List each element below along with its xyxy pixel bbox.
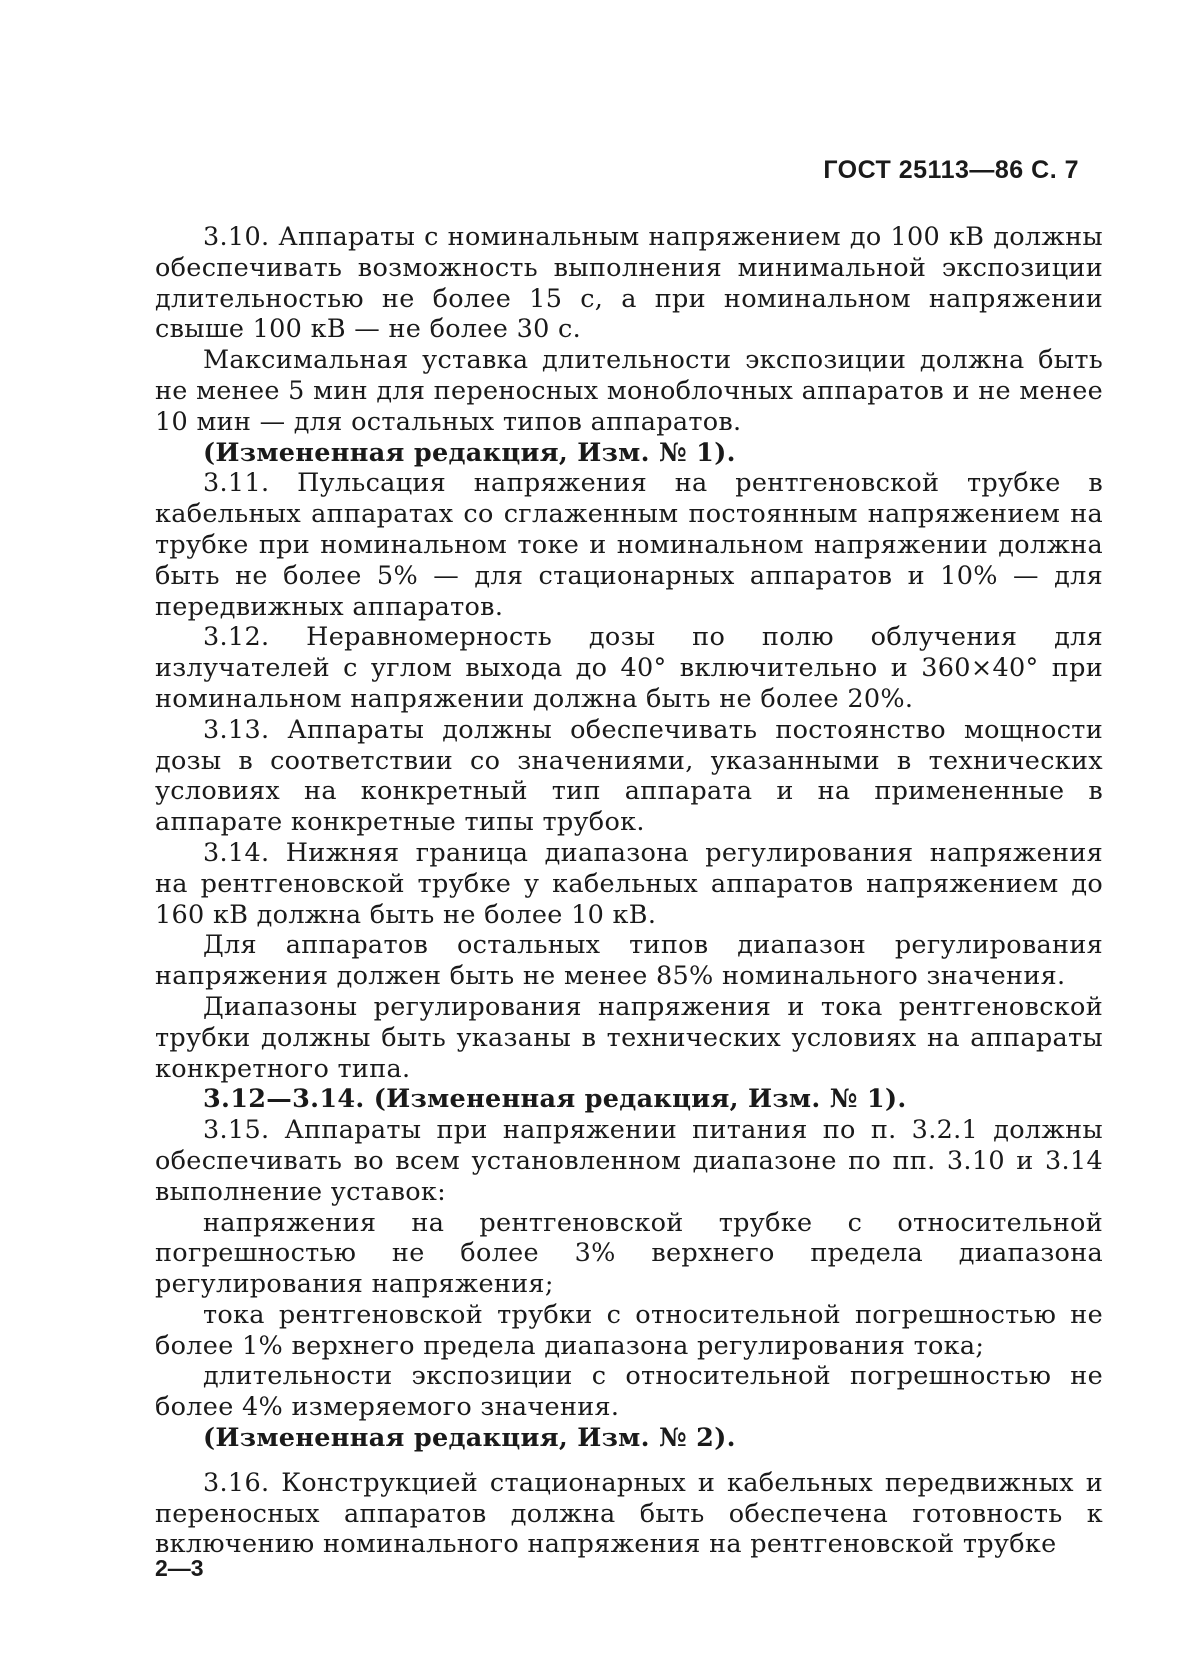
paragraph-ranges: Диапазоны регулирования напряжения и тока рентгеновской трубки должны быть указаны в технических условиях на аппараты конкретного типа.: [155, 991, 1103, 1084]
document-body: [155, 222, 1103, 1560]
page-header: ГОСТ 25113—86 С. 7: [823, 156, 1079, 184]
paragraph-3-11: 3.11. Пульсация напряжения на рентгеновской трубке в кабельных аппаратах со сглаженным постоянным напряжением на трубке при номинальном токе и номинальном напряжении должна быть не более 5% — для стационарных аппаратов и 10% — для передвижных аппаратов.: [155, 468, 1103, 622]
paragraph-other-types: Для аппаратов остальных типов диапазон регулирования напряжения должен быть не менее 85% номинального значения.: [155, 930, 1103, 992]
paragraph-3-14: 3.14. Нижняя граница диапазона регулирования напряжения на рентгеновской трубке у кабельных аппаратов напряжением до 160 кВ должна быть не более 10 кВ.: [155, 837, 1103, 930]
page-footer: 2—3: [155, 1555, 204, 1581]
paragraph-exposure-setting: Максимальная уставка длительности экспозиции должна быть не менее 5 мин для переносных моноблочных аппаратов и не менее 10 мин — для остальных типов аппаратов.: [155, 345, 1103, 437]
amendment-note: 3.12—3.14. (Измененная редакция, Изм. № 1).: [203, 1084, 907, 1115]
amendment-note: (Измененная редакция, Изм. № 2).: [203, 1423, 736, 1454]
list-item-duration: длительности экспозиции с относительной погрешностью не более 4% измеряемого значения.: [155, 1361, 1103, 1423]
amendment-note: (Измененная редакция, Изм. № 1).: [203, 437, 736, 468]
paragraph-3-10: 3.10. Аппараты с номинальным напряжением до 100 кВ должны обеспечивать возможность выполнения минимальной экспозиции длительностью не более 15 с, а при номинальном напряжении свыше 100 кВ — не более 30 с.: [155, 222, 1103, 345]
list-item-voltage: напряжения на рентгеновской трубке с относительной погрешностью не более 3% верхнего предела диапазона регулирования напряжения;: [155, 1207, 1103, 1300]
paragraph-3-12: 3.12. Неравномерность дозы по полю облучения для излучателей с углом выхода до 40° включительно и 360×40° при номинальном напряжении должна быть не более 20%.: [155, 622, 1103, 714]
paragraph-3-13: 3.13. Аппараты должны обеспечивать постоянство мощности дозы в соответствии со значениями, указанными в технических условиях на конкретный тип аппарата и на примененные в аппарате конкретные типы трубок.: [155, 714, 1103, 838]
list-item-current: тока рентгеновской трубки с относительной погрешностью не более 1% верхнего предела диапазона регулирования тока;: [155, 1299, 1103, 1361]
paragraph-3-15: 3.15. Аппараты при напряжении питания по п. 3.2.1 должны обеспечивать во всем установленном диапазоне по пп. 3.10 и 3.14 выполнение уставок:: [155, 1115, 1103, 1207]
paragraph-3-16: 3.16. Конструкцией стационарных и кабельных передвижных и переносных аппаратов должна быть обеспечена готовность к включению номинального напряжения на рентгеновской трубке: [155, 1467, 1103, 1560]
